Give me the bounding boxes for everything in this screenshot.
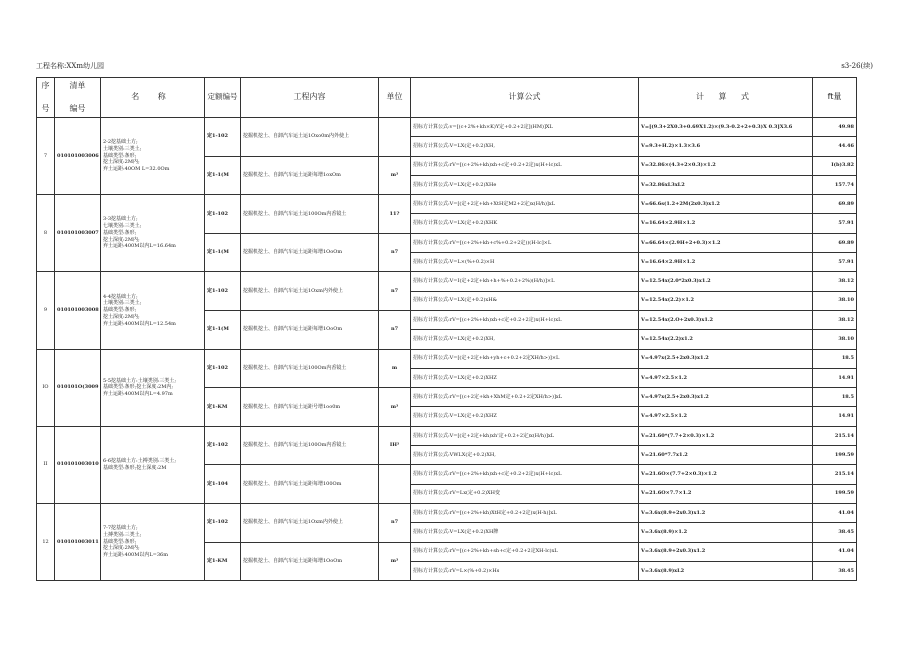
item-description: [101, 426, 205, 503]
description-line: 弃土运距:400M以内L=12.54m: [103, 320, 176, 327]
formula: 招标方计算公式:V=[(定+2定+kh)xh'定+0.2+2定)x(H/h)]xL: [411, 426, 639, 445]
calculation: V=21.60*(7.7+2×0.3)×1.2: [639, 426, 813, 445]
calculation: V=3.6x(8.9)×1.2: [639, 523, 813, 542]
item-seq: 7: [37, 118, 55, 195]
description-line: 土壤类别:三类土;: [103, 145, 142, 152]
quantity: 14.91: [813, 407, 857, 426]
calculation: V=4.97×2.5×1.2: [639, 407, 813, 426]
formula: 招标方计算公式:V=L×(%+0.2)×H: [411, 253, 639, 272]
item-description: [101, 349, 205, 426]
formula: 招标方计算公式:V=LX(定+0.2)xH&: [411, 291, 639, 310]
item-code: 010101003011: [55, 503, 101, 580]
description-line: 3-3挖基础土方;: [103, 216, 138, 223]
formula: 招标方计算公式:V=I(定+2定+kh+h+%+0.2+2%)(H/h)]×L: [411, 272, 639, 291]
col-unit: 单位: [379, 78, 411, 118]
formula: 招标方计算公式:V=[(定+2定+kh+XtH定M2+2定)x(H/h)]xL: [411, 195, 639, 214]
work-content: 挖掘机挖土、自卸汽车运土运100Om内香镜土: [241, 426, 379, 465]
calculation: V=21.6O×7.7×1.2: [639, 484, 813, 503]
calculation: V=12.54x(2.O+2x0.3)x1.2: [639, 310, 813, 329]
table-row: [37, 118, 857, 137]
quantity: 69.89: [813, 233, 857, 252]
table-row: [37, 503, 857, 522]
item-code: 010101O(3009: [55, 349, 101, 426]
work-content: 挖掘机挖土、自卸汽车运土运1Oxm内外使上: [241, 272, 379, 311]
quantity: 199.59: [813, 484, 857, 503]
unit: [379, 118, 411, 157]
quota-code: 定1-KM: [205, 388, 241, 427]
formula: 招标方计算公式:rV=[(c+2%+kh)xh+c定+0.2+2定)x(H+lc)xL: [411, 310, 639, 329]
quantity: 38.10: [813, 291, 857, 310]
description-line: 弃土运距:400M以内L=4.97m: [103, 391, 173, 398]
quantity: 49.98: [813, 118, 857, 137]
description-line: 弃土运距:40OM L=32.0Om: [103, 166, 170, 173]
formula: 招标方计算公式:rV=[(c+2%+kh+c%+0.2+2定))(H-lc]×L: [411, 233, 639, 252]
quota-code: 定1-102: [205, 503, 241, 542]
quantity: 41.04: [813, 542, 857, 561]
description-line: 土搏类别:三类土;: [103, 531, 142, 538]
item-seq: 12: [37, 503, 55, 580]
page-number: s3-26(续): [841, 62, 873, 70]
quota-code: 定1-102: [205, 118, 241, 157]
work-content: 挖掘机挖土、自卸汽车运土运距每增1oxOm: [241, 156, 379, 195]
formula: 招标方计算公式:V=[(定+2定+kh+yh+c+0.2+2定XH/h>)]×L: [411, 349, 639, 368]
description-line: 挖土深度:2M内;: [103, 159, 140, 166]
item-code: 010101003008: [55, 272, 101, 349]
quota-code: 定1-1(M: [205, 310, 241, 349]
col-qty: ft量: [813, 78, 857, 118]
description-line: 弃土运距:400M以内L=16.64m: [103, 243, 176, 250]
header-row: [37, 78, 857, 118]
calculation: V=4.97x(2.5+2x0.3)x1.2: [639, 349, 813, 368]
quota-code: 定1-102: [205, 426, 241, 465]
description-line: 弃土运距:400M以内L=36m: [103, 552, 168, 559]
formula: 招标方计算公式:rV=[(c+2%+kh)XtH定+0.2+2定)x(H-h)]xL: [411, 503, 639, 522]
item-code: 010101003007: [55, 195, 101, 272]
calculation: V=16.64×2.9H×1.2: [639, 253, 813, 272]
quantity: 38.12: [813, 272, 857, 291]
quantity: 38.45: [813, 561, 857, 580]
calculation: V=3.6x(8.9+2x0.3)x1.2: [639, 503, 813, 522]
unit: m³: [379, 388, 411, 427]
description-line: 4-4挖基础土方;: [103, 293, 138, 300]
table-row: [37, 195, 857, 214]
calculation: V=66.6s(1.2+2M(2x0.3)x1.2: [639, 195, 813, 214]
quantity: 57.91: [813, 253, 857, 272]
description-line: 挖土深度:2M内;: [103, 545, 140, 552]
formula: 招标方计算公式:V=LX(定+0.2)XHZ: [411, 407, 639, 426]
quantity: 215.14: [813, 465, 857, 484]
quota-code: 定1-1(M: [205, 156, 241, 195]
calculation: V=4.97x(2.5+2x0.3)x1.2: [639, 388, 813, 407]
calculation: V=66.64×(2.9H+2+0.3)×1.2: [639, 233, 813, 252]
unit: m: [379, 349, 411, 388]
quantity: I(b)3.82: [813, 156, 857, 175]
unit: 11?: [379, 195, 411, 234]
item-description: [101, 272, 205, 349]
formula: 招标方计算公式:v=[(c+2%+kh×K)Y定+0.2+2定](HM)]XL: [411, 118, 639, 137]
formula: 招标方计算公式:V=LX(定+0.2)XHZ: [411, 368, 639, 387]
quantity: 199.59: [813, 446, 857, 465]
item-description: [101, 503, 205, 580]
quantity: 38.45: [813, 523, 857, 542]
item-description: [101, 195, 205, 272]
calculation: V=12.54x(2.0*2x0.3)x1.2: [639, 272, 813, 291]
work-content: 挖掘机挖土、自卸汽车运土运距号增1oo0m: [241, 388, 379, 427]
work-content: 挖掘机挖土、自卸汽车运土运1Oxm内外使上: [241, 503, 379, 542]
description-line: 基础类型:条形;: [103, 152, 137, 159]
work-content: 挖掘机挖土、自卸汽车运土运距每增1OoOm: [241, 542, 379, 581]
quantity: 18.5: [813, 388, 857, 407]
description-line: 七壤类别:三类土;: [103, 223, 142, 230]
calculation: V=3.6x(8.9)xL2: [639, 561, 813, 580]
table-row: [37, 349, 857, 368]
description-line: 6-6挖基础土方:土搏类别:三类土;: [103, 458, 177, 465]
quantity: 14.91: [813, 368, 857, 387]
calculation: V=32.86×(4.3+2×0.3)×1.2: [639, 156, 813, 175]
quota-code: 定1-1(M: [205, 233, 241, 272]
col-content: 工程内容: [241, 78, 379, 118]
description-line: 挖土深度:2M内;: [103, 313, 140, 320]
unit: [379, 465, 411, 504]
formula: 招标方计算公式:rV=[(c+2%+kh)xh+c定+0.2+2定)x(H+lc)xL: [411, 465, 639, 484]
col-name: 名 称: [101, 78, 205, 118]
formula: 招标方计算公式:VWLX(定+0.2)XH,: [411, 446, 639, 465]
description-line: 挖土深度:2M内;: [103, 236, 140, 243]
calculation: V=16.64×2.9H×1.2: [639, 214, 813, 233]
description-line: 基础类型:条形;: [103, 538, 137, 545]
quantity: 38.12: [813, 310, 857, 329]
col-calc: 计 算 式: [639, 78, 813, 118]
calculation: V=12.54x(2.2)x1.2: [639, 330, 813, 349]
unit: n7: [379, 503, 411, 542]
description-line: 土壤类别:三类土;: [103, 300, 142, 307]
formula: 招标方计算公式:rV=L×(%+0.2)×Hs: [411, 561, 639, 580]
description-line: 7-7挖基础土方;: [103, 525, 138, 532]
work-content: 挖掘机挖土、自卸汽车运土运100Om内香镜土: [241, 349, 379, 388]
col-code: 清单 编号: [55, 78, 101, 118]
calculation: V=9.3+H.2)×1.3×3.6: [639, 137, 813, 156]
quota-code: 定1-104: [205, 465, 241, 504]
description-line: 基础类型:条形;: [103, 229, 137, 236]
calculation: V=21.60*7.7x1.2: [639, 446, 813, 465]
quantity: 38.10: [813, 330, 857, 349]
col-formula: 计算公式: [411, 78, 639, 118]
item-description: [101, 118, 205, 195]
quantity: 57.91: [813, 214, 857, 233]
quota-code: 定1-102: [205, 272, 241, 311]
work-content: 挖掘机挖土、自卸汽车运土运1Oxo0m内外使上: [241, 118, 379, 157]
description-line: 5-5挖基础土方:土壤类别:三类土;: [103, 377, 177, 384]
formula: 招标方计算公式:rV=Lx(定+0.2)XH变: [411, 484, 639, 503]
description-line: 2-2挖基础土方;: [103, 139, 138, 146]
work-content: 挖掘机挖土、自卸汽车运土运距每增1OoOm: [241, 233, 379, 272]
formula: 招标方计算公式:rV=[(c+2定+kh+XhM定+0.2+2定XH/h>)]xL: [411, 388, 639, 407]
unit: m³: [379, 156, 411, 195]
work-content: 挖掘机挖土、自卸汽车运土运100Om内香镜土: [241, 195, 379, 234]
formula: 招标方计算公式:V=LX(定+0.2)XH,: [411, 137, 639, 156]
item-code: 010101003006: [55, 118, 101, 195]
col-seq: 序 号: [37, 78, 55, 118]
calculation: V=32.86xL3xL2: [639, 175, 813, 194]
quota-code: 定1-102: [205, 195, 241, 234]
unit: n7: [379, 272, 411, 311]
formula: 招标方计算公式:rV=[(c+2%+kh+sh+c定+0.2+2定XH-lc)xL: [411, 542, 639, 561]
calculation: V=3.6x(8.9+2x0.3)x1.2: [639, 542, 813, 561]
calculation: V=[(9.3+2X0.3+0.69X1.2)×(9.3-0.2+2+0.3)X 0.3]X3.6: [639, 118, 813, 137]
work-content: 挖掘机挖土、自卸汽车运土运距每增1OoOm: [241, 310, 379, 349]
description-line: 基础类型:条形;挖土深度:2M内;: [103, 384, 174, 391]
col-quota: 定额编号: [205, 78, 241, 118]
formula: 招标方计算公式:V=LX(定+0.2)XHe: [411, 175, 639, 194]
work-content: 挖掘机挖土、自卸汽车运土运距每增100Om: [241, 465, 379, 504]
item-seq: II: [37, 426, 55, 503]
quantity: 215.14: [813, 426, 857, 445]
unit: n7: [379, 310, 411, 349]
calculation: V=12.54x(2.2)×1.2: [639, 291, 813, 310]
quantity: 41.04: [813, 503, 857, 522]
table-row: [37, 272, 857, 291]
quantity: 18.5: [813, 349, 857, 368]
calculation: V=4.97×2.5×1.2: [639, 368, 813, 387]
quantity: 69.89: [813, 195, 857, 214]
unit: n7: [379, 233, 411, 272]
unit: IH³: [379, 426, 411, 465]
formula: 招标方计算公式:V=LX(定+0.2)XH牌: [411, 523, 639, 542]
formula: 招标方计算公式:V=LX(定+0.2)XH,: [411, 330, 639, 349]
unit: m³: [379, 542, 411, 581]
quantity-table: [36, 77, 857, 581]
item-seq: 8: [37, 195, 55, 272]
description-line: 基础类型:条形;挖土深度:2M: [103, 464, 167, 471]
table-row: [37, 426, 857, 445]
formula: 招标方计算公式:rV=[(c+2%+kh)xh+c定+0.2+2定)x(H+lc)xL: [411, 156, 639, 175]
description-line: 基础类型:条形;: [103, 307, 137, 314]
quota-code: 定1-KM: [205, 542, 241, 581]
formula: 招标方计算公式:V=LX(定+0.2)XHK: [411, 214, 639, 233]
quota-code: 定1-102: [205, 349, 241, 388]
quantity: 44.46: [813, 137, 857, 156]
project-name: 工程名称:XXm幼儿园: [36, 62, 104, 70]
item-seq: 9: [37, 272, 55, 349]
quantity: 157.74: [813, 175, 857, 194]
calculation: V=21.6O×(7.7+2×0.3)×1.2: [639, 465, 813, 484]
item-code: 010101003010: [55, 426, 101, 503]
item-seq: IO: [37, 349, 55, 426]
